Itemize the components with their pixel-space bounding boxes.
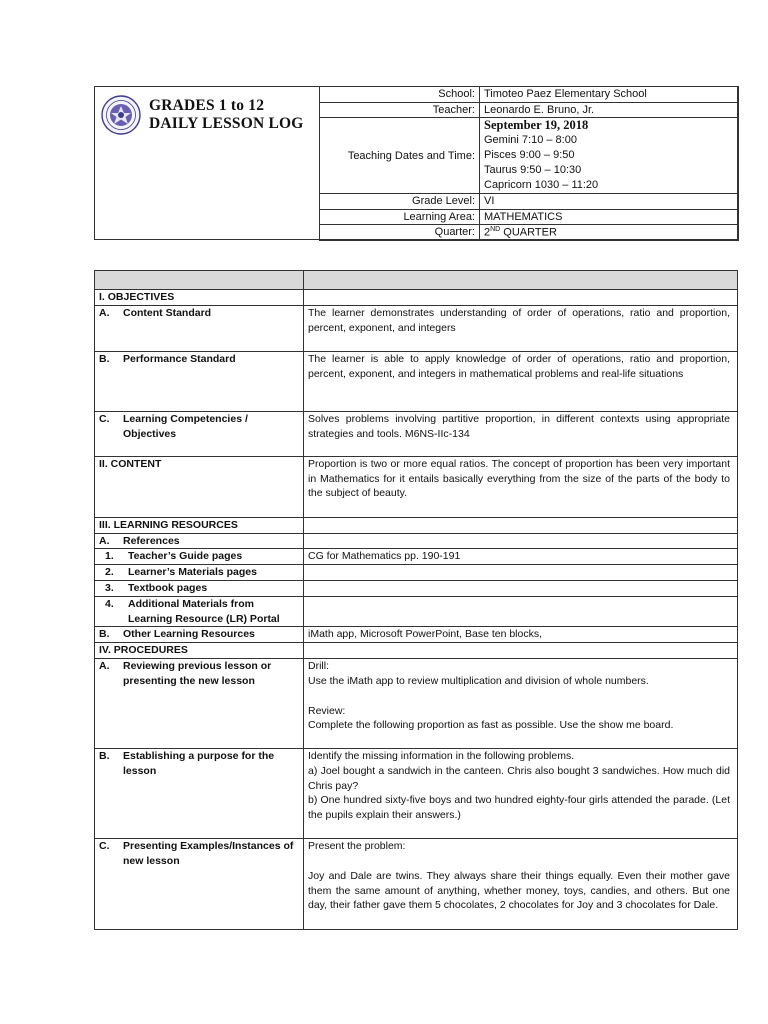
review-heading: Review: <box>308 704 346 717</box>
table-row <box>95 411 738 456</box>
header-cell-right <box>304 271 738 290</box>
teacher-label: Teacher: <box>320 102 480 118</box>
examples-label: Presenting Examples/Instances of new lesson <box>123 839 294 867</box>
area-label: Learning Area: <box>320 209 480 225</box>
item-number: A. <box>99 534 110 547</box>
empty-cell <box>304 643 738 659</box>
additional-materials-label: Additional Materials from Learning Resource (LR) Portal <box>128 597 280 625</box>
drill-block <box>308 659 730 689</box>
content-standard-cell <box>95 305 304 351</box>
school-label: School: <box>320 87 480 103</box>
content-heading: II. CONTENT <box>95 456 304 517</box>
dates-value <box>480 118 739 194</box>
grade-label: Grade Level: <box>320 194 480 210</box>
table-row <box>95 351 738 411</box>
table-row <box>95 596 738 627</box>
empty-cell <box>304 290 738 306</box>
content-standard-label: Content Standard <box>123 306 212 319</box>
objectives-heading: I. OBJECTIVES <box>95 290 304 306</box>
empty-cell <box>304 565 738 581</box>
other-resources-cell <box>95 627 304 643</box>
empty-cell <box>304 517 738 533</box>
purpose-cell <box>95 748 304 838</box>
drill-heading: Drill: <box>308 659 329 672</box>
learners-materials-cell <box>95 565 304 581</box>
info-table <box>319 86 739 241</box>
item-number: C. <box>99 839 110 852</box>
header-cell-left <box>95 271 304 290</box>
item-number: 3. <box>105 581 114 594</box>
info-row-school <box>320 87 739 103</box>
examples-cell <box>95 838 304 929</box>
item-number: B. <box>99 352 110 365</box>
lesson-table <box>94 270 738 930</box>
grade-value: VI <box>480 194 739 210</box>
performance-standard-label: Performance Standard <box>123 352 236 365</box>
empty-cell <box>304 580 738 596</box>
deped-seal-icon <box>101 95 141 135</box>
item-number: C. <box>99 412 110 425</box>
table-row <box>95 838 738 929</box>
item-number: 2. <box>105 566 114 579</box>
item-number: B. <box>99 749 110 762</box>
textbook-cell <box>95 580 304 596</box>
performance-standard-cell <box>95 351 304 411</box>
quarter-value <box>480 225 739 241</box>
other-resources-label: Other Learning Resources <box>123 628 255 641</box>
area-value: MATHEMATICS <box>480 209 739 225</box>
teacher-value: Leonardo E. Bruno, Jr. <box>480 102 739 118</box>
other-resources-text: iMath app, Microsoft PowerPoint, Base ten blocks, <box>304 627 738 643</box>
purpose-content <box>304 748 738 838</box>
table-row <box>95 549 738 565</box>
quarter-suffix: ND <box>490 225 501 233</box>
content-standard-text: The learner demonstrates understanding of order of operations, ratio and proportion, percent, exponent, and integers <box>304 305 738 351</box>
table-row <box>95 456 738 517</box>
dates-label: Teaching Dates and Time: <box>320 118 480 194</box>
school-value: Timoteo Paez Elementary School <box>480 87 739 103</box>
item-number: 1. <box>105 550 114 563</box>
learners-materials-label: Learner’s Materials pages <box>128 566 257 579</box>
info-row-quarter <box>320 225 739 241</box>
header-box <box>94 86 738 240</box>
performance-standard-text: The learner is able to apply knowledge of order of operations, ratio and proportion, percent, exponent, and integers in mathematical problems and real-life situations <box>304 351 738 411</box>
teachers-guide-text: CG for Mathematics pp. 190-191 <box>304 549 738 565</box>
schedule-line: Capricorn 1030 – 11:20 <box>484 179 599 191</box>
quarter-number: 2 <box>484 226 491 239</box>
schedule-line: Pisces 9:00 – 9:50 <box>484 149 575 161</box>
table-row <box>95 533 738 549</box>
info-row-area <box>320 209 739 225</box>
table-row <box>95 290 738 306</box>
competencies-text: Solves problems involving partitive proportion, in different contexts using appropriate strategies and tools. M6NS-IIc-134 <box>304 411 738 456</box>
info-row-grade <box>320 194 739 210</box>
log-title-line2: DAILY LESSON LOG <box>149 115 304 132</box>
teachers-guide-cell <box>95 549 304 565</box>
purpose-line: Identify the missing information in the following problems. <box>308 749 575 762</box>
competencies-cell <box>95 411 304 456</box>
additional-materials-cell <box>95 596 304 627</box>
item-number: 4. <box>105 597 114 610</box>
content-text: Proportion is two or more equal ratios. The concept of proportion has been very important in Mathematics for it entails basically everything from the size of the parts of the body to the subject of beauty. <box>304 456 738 517</box>
teachers-guide-label: Teacher’s Guide pages <box>128 550 243 563</box>
item-number: A. <box>99 659 110 672</box>
competencies-label: Learning Competencies / Objectives <box>123 412 248 440</box>
purpose-label: Establishing a purpose for the lesson <box>123 749 275 777</box>
references-cell <box>95 533 304 549</box>
table-row <box>95 627 738 643</box>
purpose-line: a) Joel bought a sandwich in the canteen. Chris also bought 3 sandwiches. How much did Chris pay? <box>308 764 730 792</box>
textbook-label: Textbook pages <box>128 581 208 594</box>
examples-content <box>304 838 738 929</box>
table-row <box>95 305 738 351</box>
quarter-word: QUARTER <box>500 226 557 239</box>
table-header-row <box>95 271 738 290</box>
table-row <box>95 658 738 748</box>
empty-cell <box>304 596 738 627</box>
table-row <box>95 580 738 596</box>
drill-text: Use the iMath app to review multiplication and division of whole numbers. <box>308 674 649 687</box>
reviewing-cell <box>95 658 304 748</box>
logo-area <box>95 87 319 239</box>
table-row <box>95 643 738 659</box>
reviewing-label: Reviewing previous lesson or presenting the new lesson <box>123 659 272 687</box>
log-title-line1: GRADES 1 to 12 <box>149 97 265 114</box>
info-row-dates <box>320 118 739 194</box>
examples-intro: Present the problem: <box>308 839 406 852</box>
quarter-label: Quarter: <box>320 225 480 241</box>
table-row <box>95 517 738 533</box>
purpose-line: b) One hundred sixty-five boys and two hundred eighty-four girls attended the parade. (Let the pupils explain their answers.) <box>308 794 730 822</box>
review-block <box>308 704 730 734</box>
item-number: A. <box>99 306 110 319</box>
table-row <box>95 565 738 581</box>
empty-cell <box>304 533 738 549</box>
examples-problem: Joy and Dale are twins. They always share their things equally. Even their mother gave them the same amount of anything, whether money, toys, candies, and others. But one day, their father gave them 5 chocolates, 2 chocolates for Joy and 3 chocolates for Dale. <box>308 869 730 912</box>
info-row-teacher <box>320 102 739 118</box>
schedule-line: Taurus 9:50 – 10:30 <box>484 164 582 176</box>
references-label: References <box>123 534 180 547</box>
date-main: September 19, 2018 <box>484 118 589 132</box>
reviewing-content <box>304 658 738 748</box>
procedures-heading: IV. PROCEDURES <box>95 643 304 659</box>
review-text: Complete the following proportion as fast as possible. Use the show me board. <box>308 719 674 732</box>
schedule-line: Gemini 7:10 – 8:00 <box>484 134 577 146</box>
table-row <box>95 748 738 838</box>
resources-heading: III. LEARNING RESOURCES <box>95 517 304 533</box>
item-number: B. <box>99 628 110 641</box>
